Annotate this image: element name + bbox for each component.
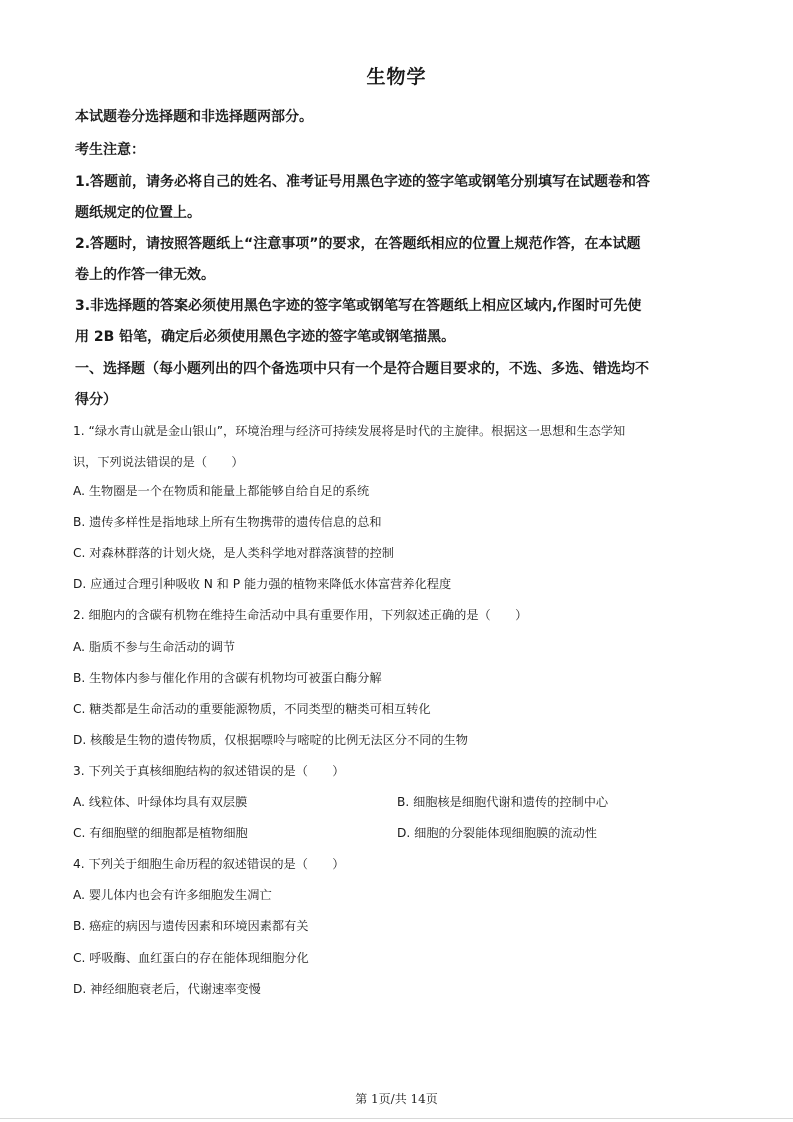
question-3-option-b: B. 细胞核是细胞代谢和遗传的控制中心	[397, 795, 609, 809]
question-2-option-d: D. 核酸是生物的遗传物质，仅根据嘌呤与嘧啶的比例无法区分不同的生物	[73, 733, 468, 747]
question-2-stem: 2. 细胞内的含碳有机物在维持生命活动中具有重要作用，下列叙述正确的是（ ）	[73, 608, 528, 622]
section-heading: 一、选择题（每小题列出的四个备选项中只有一个是符合题目要求的，不选、多选、错选均不	[75, 361, 649, 377]
question-4-stem: 4. 下列关于细胞生命历程的叙述错误的是（ ）	[73, 857, 345, 871]
question-3-stem: 3. 下列关于真核细胞结构的叙述错误的是（ ）	[73, 764, 345, 778]
question-1-option-d: D. 应通过合理引种吸收 N 和 P 能力强的植物来降低水体富营养化程度	[73, 577, 452, 591]
question-2-option-c: C. 糖类都是生命活动的重要能源物质，不同类型的糖类可相互转化	[73, 702, 431, 716]
notice-line-1: 1.答题前，请务必将自己的姓名、准考证号用黑色字迹的签字笔或钢笔分别填写在试题卷和答	[75, 174, 651, 190]
question-4-option-b: B. 癌症的病因与遗传因素和环境因素都有关	[73, 919, 309, 933]
page-number: 第 1页/共 14页	[355, 1092, 438, 1106]
page-title: 生物学	[366, 66, 427, 88]
question-2-option-b: B. 生物体内参与催化作用的含碳有机物均可被蛋白酶分解	[73, 671, 382, 685]
question-1-option-a: A. 生物圈是一个在物质和能量上都能够自给自足的系统	[73, 484, 370, 498]
notice-line-2: 题纸规定的位置上。	[75, 205, 201, 221]
notice-line-4: 卷上的作答一律无效。	[75, 267, 215, 283]
notice-line-5: 3.非选择题的答案必须使用黑色字迹的签字笔或钢笔写在答题纸上相应区域内,作图时可先使	[75, 298, 642, 314]
question-4-option-a: A. 婴儿体内也会有许多细胞发生凋亡	[73, 888, 272, 902]
notice-heading: 考生注意：	[75, 142, 145, 158]
question-1-stem: 1. “绿水青山就是金山银山”，环境治理与经济可持续发展将是时代的主旋律。根据这一思想和生态学知	[73, 424, 626, 438]
intro-text: 本试题卷分选择题和非选择题两部分。	[75, 109, 313, 125]
question-3-option-c: C. 有细胞壁的细胞都是植物细胞	[73, 826, 248, 840]
question-4-option-c: C. 呼吸酶、血红蛋白的存在能体现细胞分化	[73, 951, 309, 965]
question-3-option-d: D. 细胞的分裂能体现细胞膜的流动性	[397, 826, 597, 840]
question-1-option-c: C. 对森林群落的计划火烧，是人类科学地对群落演替的控制	[73, 546, 394, 560]
question-2-option-a: A. 脂质不参与生命活动的调节	[73, 640, 236, 654]
question-1-option-b: B. 遗传多样性是指地球上所有生物携带的遗传信息的总和	[73, 515, 382, 529]
question-1-stem-cont: 识，下列说法错误的是（ ）	[73, 455, 244, 469]
question-3-option-a: A. 线粒体、叶绿体均具有双层膜	[73, 795, 248, 809]
question-4-option-d: D. 神经细胞衰老后，代谢速率变慢	[73, 982, 261, 996]
notice-line-3: 2.答题时，请按照答题纸上“注意事项”的要求，在答题纸相应的位置上规范作答，在本试题	[75, 236, 641, 252]
page-bottom-divider	[0, 1118, 793, 1119]
section-heading-cont: 得分）	[75, 392, 117, 408]
notice-line-6: 用 2B 铅笔，确定后必须使用黑色字迹的签字笔或钢笔描黑。	[75, 329, 456, 345]
